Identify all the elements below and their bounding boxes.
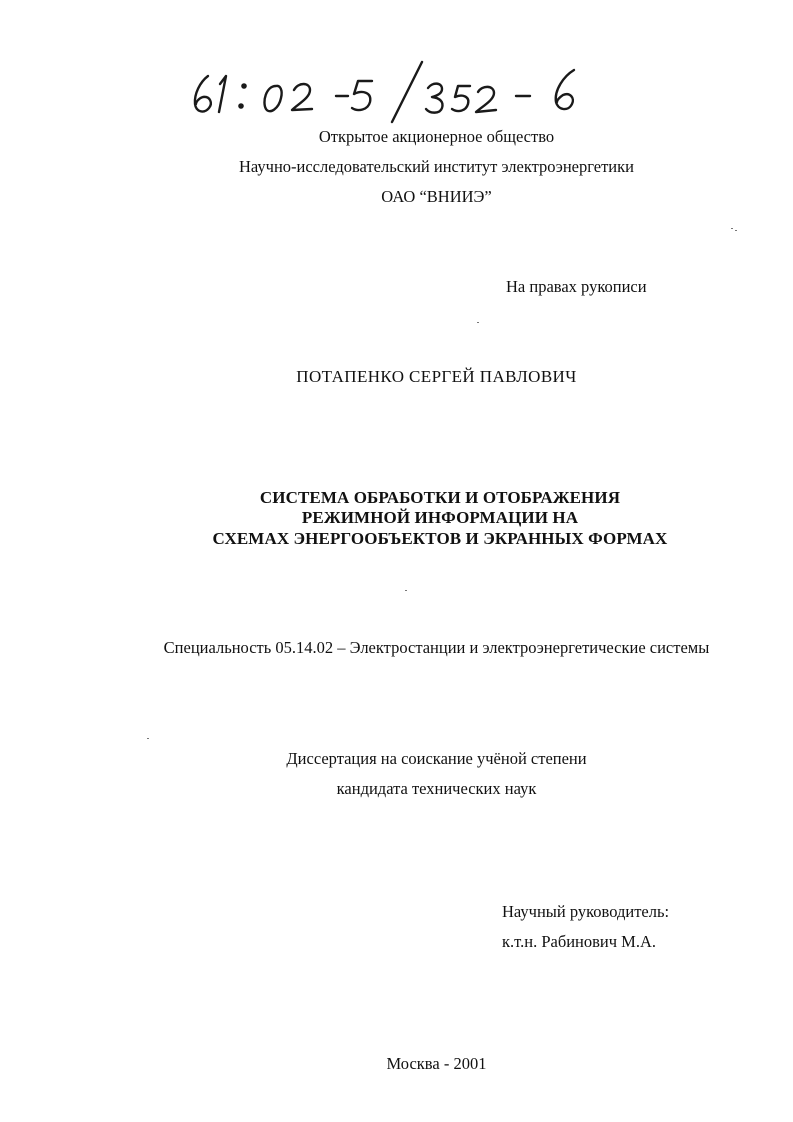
- supervisor-label: Научный руководитель:: [502, 902, 670, 921]
- dissertation-title-line-3: СХЕМАХ ЭНЕРГООБЪЕКТОВ И ЭКРАННЫХ ФОРМАХ: [212, 529, 668, 548]
- scan-speck: [731, 228, 733, 229]
- place-and-year: Москва - 2001: [386, 1054, 487, 1073]
- author-name: ПОТАПЕНКО СЕРГЕЙ ПАВЛОВИЧ: [296, 367, 577, 386]
- degree-line-1: Диссертация на соискание учёной степени: [286, 749, 587, 768]
- scan-speck: [735, 230, 737, 231]
- handwritten-catalog-number: [186, 58, 596, 124]
- institute-name: Научно-исследовательский институт электроэнергетики: [239, 157, 634, 176]
- scan-speck: [405, 590, 407, 591]
- organization-abbreviation: ОАО “ВНИИЭ”: [381, 187, 492, 206]
- dissertation-title-line-1: СИСТЕМА ОБРАБОТКИ И ОТОБРАЖЕНИЯ: [259, 488, 621, 507]
- degree-line-2: кандидата технических наук: [336, 779, 537, 798]
- dissertation-title-line-2: РЕЖИМНОЙ ИНФОРМАЦИИ НА: [301, 508, 579, 527]
- manuscript-rights-note: На правах рукописи: [506, 277, 647, 296]
- scan-speck: [477, 322, 479, 323]
- supervisor-name: к.т.н. Рабинович М.А.: [502, 932, 657, 951]
- organization-type: Открытое акционерное общество: [318, 127, 555, 146]
- scan-speck: [147, 738, 149, 739]
- specialty: Специальность 05.14.02 – Электростанции и электроэнергетические системы: [163, 638, 710, 657]
